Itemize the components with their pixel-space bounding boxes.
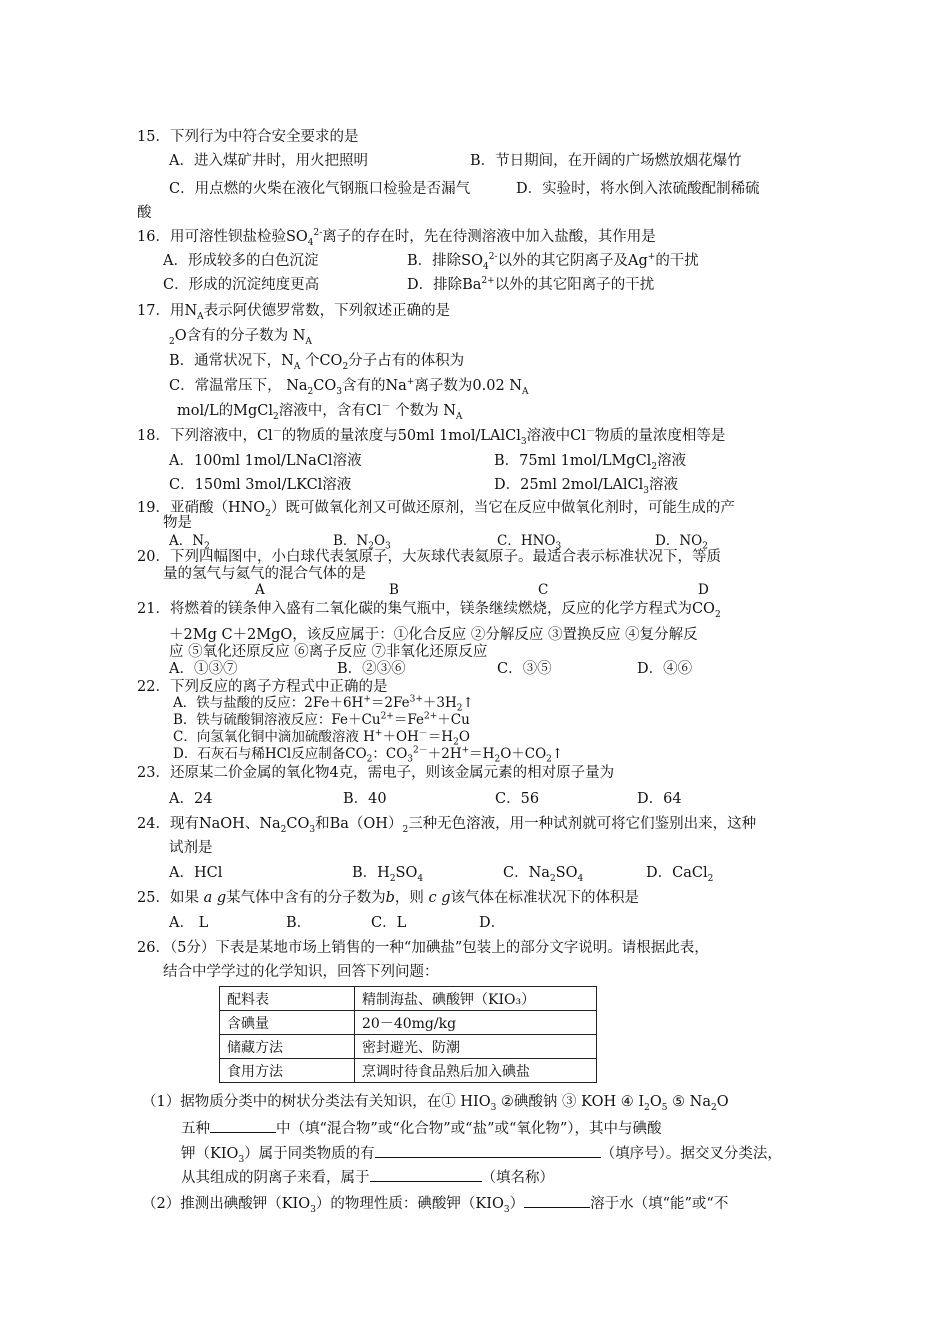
table-row [220,987,597,1011]
q24-stem-cont: 试剂是 [169,840,213,856]
q20-label-c: C [538,582,549,598]
q23-option-b: B．40 [343,791,387,807]
q21-line2: ＋2Mg C＋2MgO，该反应属于：①化合反应 ②分解反应 ③置换反应 ④复分解反 [169,627,698,643]
q26-stem-cont: 结合中学学过的化学知识，回答下列问题： [163,964,439,980]
q19-option-a: A．$N_2$ [169,533,210,552]
q25-stem: 25．如果 a g某气体中含有的分子数为b，则 c g该气体在标准状况下的体积是 [137,890,640,906]
q24-option-b: B．$H_2SO_4$ [352,865,424,884]
q21-line3: 应 ⑤氧化还原反应 ⑥离子反应 ⑦非氧化还原反应 [169,644,488,660]
q26-part1-line4: 从其组成的阴离子来看，属于 （填名称） [181,1167,554,1187]
q25-option-a: A． L [169,915,209,931]
q20-label-b: B [389,582,399,598]
table-cell: 储藏方法 [220,1035,355,1059]
q23-option-c: C．56 [495,791,540,807]
q18-option-c: C．150ml 3mol/LKCl溶液 [169,477,352,493]
q22-option-b: B．铁与硫酸铜溶液反应：$Fe+Cu^{2+}=Fe^{2+}+Cu$ [173,711,470,728]
q16-option-a: A．形成较多的白色沉淀 [163,253,319,269]
answer-blank-2[interactable] [375,1143,601,1158]
q21-option-b: B．②③⑥ [337,661,406,677]
q16-option-d: D．排除$Ba^{2+}$以外的其它阳离子的干扰 [407,276,655,293]
q17-option-c: C．常温常压下， $Na_2CO_3$含有的Na+离子数为0.02 $N_A$ [169,377,529,397]
q23-option-a: A．24 [169,791,213,807]
q21-option-d: D．④⑥ [637,661,693,677]
table-cell: 食用方法 [220,1059,355,1083]
table-row [220,1011,597,1035]
q24-option-c: C．$Na_2SO_4$ [503,865,584,884]
q19-stem: 19．亚硝酸$(HNO_2)$既可做氧化剂又可做还原剂，当它在反应中做氧化剂时，可能生成的产 [137,500,735,519]
q18-option-b: B．75ml 1mol/LMgCl$_2$溶液 [494,453,687,472]
q22-option-d: D．石灰石与稀HCl反应制备$CO_2$：$CO_3^{2-}+2H^+=H_2O+CO_2↑$ [173,745,564,765]
q18-stem: 18．下列溶液中，Cl－的物质的量浓度与50ml 1mol/LAlCl$_3$溶液中Cl－物质的量浓度相等是 [137,427,726,447]
q21-stem: 21．将燃着的镁条伸入盛有二氧化碳的集气瓶中，镁条继续燃烧，反应的化学方程式为$CO_2$ [137,601,721,620]
q19-stem-cont: 物是 [163,515,192,531]
answer-blank-1[interactable] [210,1118,276,1133]
q17-option-b: B．通常状况下，$N_A$ 个$CO_2$分子占有的体积为 [169,353,465,372]
q25-option-d: D． [479,915,506,931]
q20-label-a: A [255,582,265,598]
q24-option-d: D．CaCl$_2$ [646,865,714,884]
table-cell: 含碘量 [220,1011,355,1035]
q26-part1-line1: （1）据物质分类中的树状分类法有关知识，在① $HIO_3$ ②碘酸钠 ③ KOH ④ $I_2O_5$ ⑤ $Na_2O$ [142,1094,729,1113]
table-row [220,1059,597,1083]
q16-option-b: B．排除$SO_4^{2-}$以外的其它阴离子及Ag+的干扰 [407,252,699,272]
q20-stem-cont: 量的氢气与氦气的混合气体的是 [163,566,366,582]
q18-option-d: D．25ml 2mol/LAlCl$_3$溶液 [494,477,679,496]
q15-option-b: B．节日期间，在开阔的广场燃放烟花爆竹 [470,153,742,169]
q24-stem: 24．现有NaOH、$Na_2CO_3$和$Ba(OH)_2$三种无色溶液，用一种试剂就可将它们鉴别出来，这种 [137,816,757,835]
q19-option-d: D．$NO_2$ [655,533,708,552]
table-cell: 密封避光、防潮 [355,1035,597,1059]
q22-option-a: A．铁与盐酸的反应：$2Fe+6H^+=2Fe^{3+}+3H_2↑$ [173,694,474,714]
q15-option-c: C．用点燃的火柴在液化气钢瓶口检验是否漏气 [169,181,471,197]
table-cell: 精制海盐、碘酸钾（KIO₃） [355,987,597,1011]
q26-part1-line3: 钾$(KIO_3)$属于同类物质的有 （填序号）。据交叉分类法， [181,1143,782,1163]
table-cell: 20－40mg/kg [355,1011,597,1035]
q17-stem: 17．用$N_A$表示阿伏德罗常数，下列叙述正确的是 [137,303,451,322]
q19-option-b: B．$N_2O_3$ [333,533,391,552]
q23-stem: 23．还原某二价金属的氧化物4克，需电子，则该金属元素的相对原子量为 [137,765,615,781]
table-cell: 烹调时待食品熟后加入碘盐 [355,1059,597,1083]
q20-stem: 20．下列四幅图中，小白球代表氢原子，大灰球代表氦原子。最适合表示标准状况下，等质 [137,549,721,565]
table-row [220,1035,597,1059]
answer-blank-4[interactable] [524,1193,590,1208]
q26-part2: （2）推测出碘酸钾$(KIO_3)$的物理性质：碘酸钾$(KIO_3)$ 溶于水（填“能”或“不 [142,1193,728,1213]
q15-option-a: A．进入煤矿井时，用火把照明 [169,153,368,169]
q16-option-c: C．形成的沉淀纯度更高 [163,277,320,293]
q15-option-d: D．实验时，将水倒入浓硫酸配制稀硫 [516,181,760,197]
q16-stem: 16．用可溶性钡盐检验$SO_4^{2-}$离子的存在时，先在待测溶液中加入盐酸，其作用是 [137,228,656,248]
q21-option-a: A．①③⑦ [169,661,238,677]
q19-option-c: C．$HNO_3$ [497,533,562,552]
q17-option-d: mol/L的MgCl$_2$溶液中，含有Cl－ 个数为 $N_A$ [177,402,463,422]
q24-option-a: A．HCl [169,865,223,881]
q18-option-a: A．100ml 1mol/LNaCl溶液 [169,453,362,469]
q21-option-c: C．③⑤ [497,661,552,677]
q22-stem: 22．下列反应的离子方程式中正确的是 [137,679,388,695]
q23-option-d: D．64 [637,791,682,807]
q15-option-d-cont: 酸 [137,205,152,221]
q26-part1-line2: 五种 中（填“混合物”或“化合物”或“盐”或“氧化物”），其中与碘酸 [181,1118,662,1138]
q20-label-d: D [698,582,709,598]
q26-stem: 26．（5分）下表是某地市场上销售的一种“加碘盐”包装上的部分文字说明。请根据此表， [137,940,709,956]
answer-blank-3[interactable] [370,1167,482,1182]
q22-option-c: C．向氢氧化铜中滴加硫酸溶液 $H^++OH^-=H_2O$ [173,728,470,748]
q25-option-b: B． [286,915,312,931]
q25-option-c: C．L [371,915,407,931]
q15-stem: 15．下列行为中符合安全要求的是 [137,129,359,145]
iodized-salt-table [219,986,597,1083]
q17-option-a: $_2$O含有的分子数为 $N_A$ [169,328,312,347]
table-cell: 配料表 [220,987,355,1011]
